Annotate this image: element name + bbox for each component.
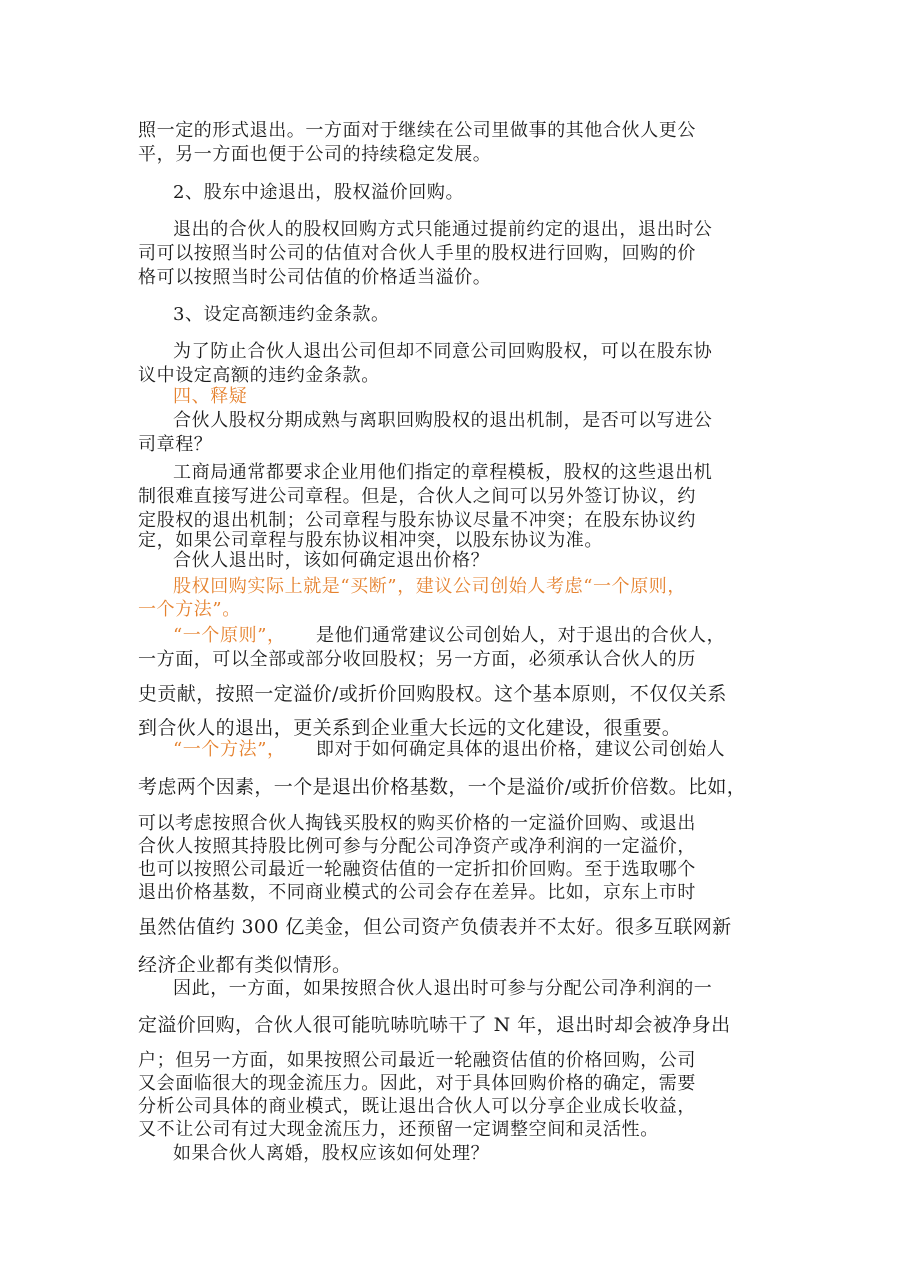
text-line: 考虑两个因素，一个是退出价格基数，一个是溢价/或折价倍数。比如， — [138, 776, 747, 798]
text-line: 也可以按照公司最近一轮融资估值的一定折扣价回购。至于选取哪个 — [138, 859, 696, 880]
text-line: 一方面，可以全部或部分收回股权；另一方面，必须承认合伙人的历 — [138, 649, 696, 670]
highlight-line: 一个方法”。 — [138, 599, 241, 620]
highlight-line: 股权回购实际上就是“买断”，建议公司创始人考虑“一个原则， — [173, 576, 687, 597]
text-line: 照一定的形式退出。一方面对于继续在公司里做事的其他合伙人更公 — [138, 120, 696, 141]
text-line: 是他们通常建议公司创始人，对于退出的合伙人， — [316, 625, 726, 646]
text-line: 司可以按照当时公司的估值对合伙人手里的股权进行回购，回购的价 — [138, 243, 696, 264]
text-line: 司章程？ — [138, 434, 213, 455]
text-line: 史贡献，按照一定溢价/或折价回购股权。这个基本原则，不仅仅关系 — [138, 683, 727, 705]
principle-label: “一个原则”， — [173, 625, 286, 646]
text-line: 合伙人股权分期成熟与离职回购股权的退出机制，是否可以写进公 — [173, 410, 713, 431]
text-line: 因此，一方面，如果按照合伙人退出时可参与分配公司净利润的一 — [173, 978, 713, 999]
text-line: 即对于如何确定具体的退出价格，建议公司创始人 — [316, 739, 726, 760]
text-line: 到合伙人的退出，更关系到企业重大长远的文化建设，很重要。 — [138, 717, 682, 739]
text-line: 定溢价回购，合伙人很可能吭哧吭哧干了 N 年，退出时却会被净身出 — [138, 1014, 731, 1036]
text-line: 制很难直接写进公司章程。但是，合伙人之间可以另外签订协议，约 — [138, 486, 696, 507]
text-line: 定股权的退出机制；公司章程与股东协议尽量不冲突；在股东协议约 — [138, 510, 696, 531]
text-line: 退出价格基数，不同商业模式的公司会存在差异。比如，京东上市时 — [138, 882, 696, 903]
text-line: 工商局通常都要求企业用他们指定的章程模板，股权的这些退出机 — [173, 462, 713, 483]
numbered-heading: 2、股东中途退出，股权溢价回购。 — [173, 182, 465, 203]
text-line: 议中设定高额的违约金条款。 — [138, 365, 380, 386]
section-heading: 四、释疑 — [173, 386, 248, 407]
method-label: “一个方法”， — [173, 739, 286, 760]
text-line: 户；但另一方面，如果按照公司最近一轮融资估值的价格回购，公司 — [138, 1050, 696, 1071]
text-line: 为了防止合伙人退出公司但却不同意公司回购股权，可以在股东协 — [173, 341, 713, 362]
text-line: 平，另一方面也便于公司的持续稳定发展。 — [138, 144, 492, 165]
text-line: 又不让公司有过大现金流压力，还预留一定调整空间和灵活性。 — [138, 1119, 659, 1140]
text-line: 合伙人按照其持股比例可参与分配公司净资产或净利润的一定溢价， — [138, 836, 696, 857]
text-line: 定，如果公司章程与股东协议相冲突，以股东协议为准。 — [138, 530, 603, 551]
question-line: 合伙人退出时，该如何确定退出价格？ — [173, 550, 490, 571]
text-line: 退出的合伙人的股权回购方式只能通过提前约定的退出，退出时公 — [173, 219, 713, 240]
text-line: 又会面临很大的现金流压力。因此，对于具体回购价格的确定，需要 — [138, 1073, 696, 1094]
question-line: 如果合伙人离婚，股权应该如何处理？ — [173, 1143, 490, 1164]
text-line: 虽然估值约 300 亿美金，但公司资产负债表并不太好。很多互联网新 — [138, 916, 732, 938]
text-line: 经济企业都有类似情形。 — [138, 954, 352, 976]
text-line: 分析公司具体的商业模式，既让退出合伙人可以分享企业成长收益， — [138, 1096, 696, 1117]
text-line: 可以考虑按照合伙人掏钱买股权的购买价格的一定溢价回购、或退出 — [138, 813, 696, 834]
text-line: 格可以按照当时公司估值的价格适当溢价。 — [138, 267, 492, 288]
numbered-heading: 3、设定高额违约金条款。 — [173, 304, 390, 325]
